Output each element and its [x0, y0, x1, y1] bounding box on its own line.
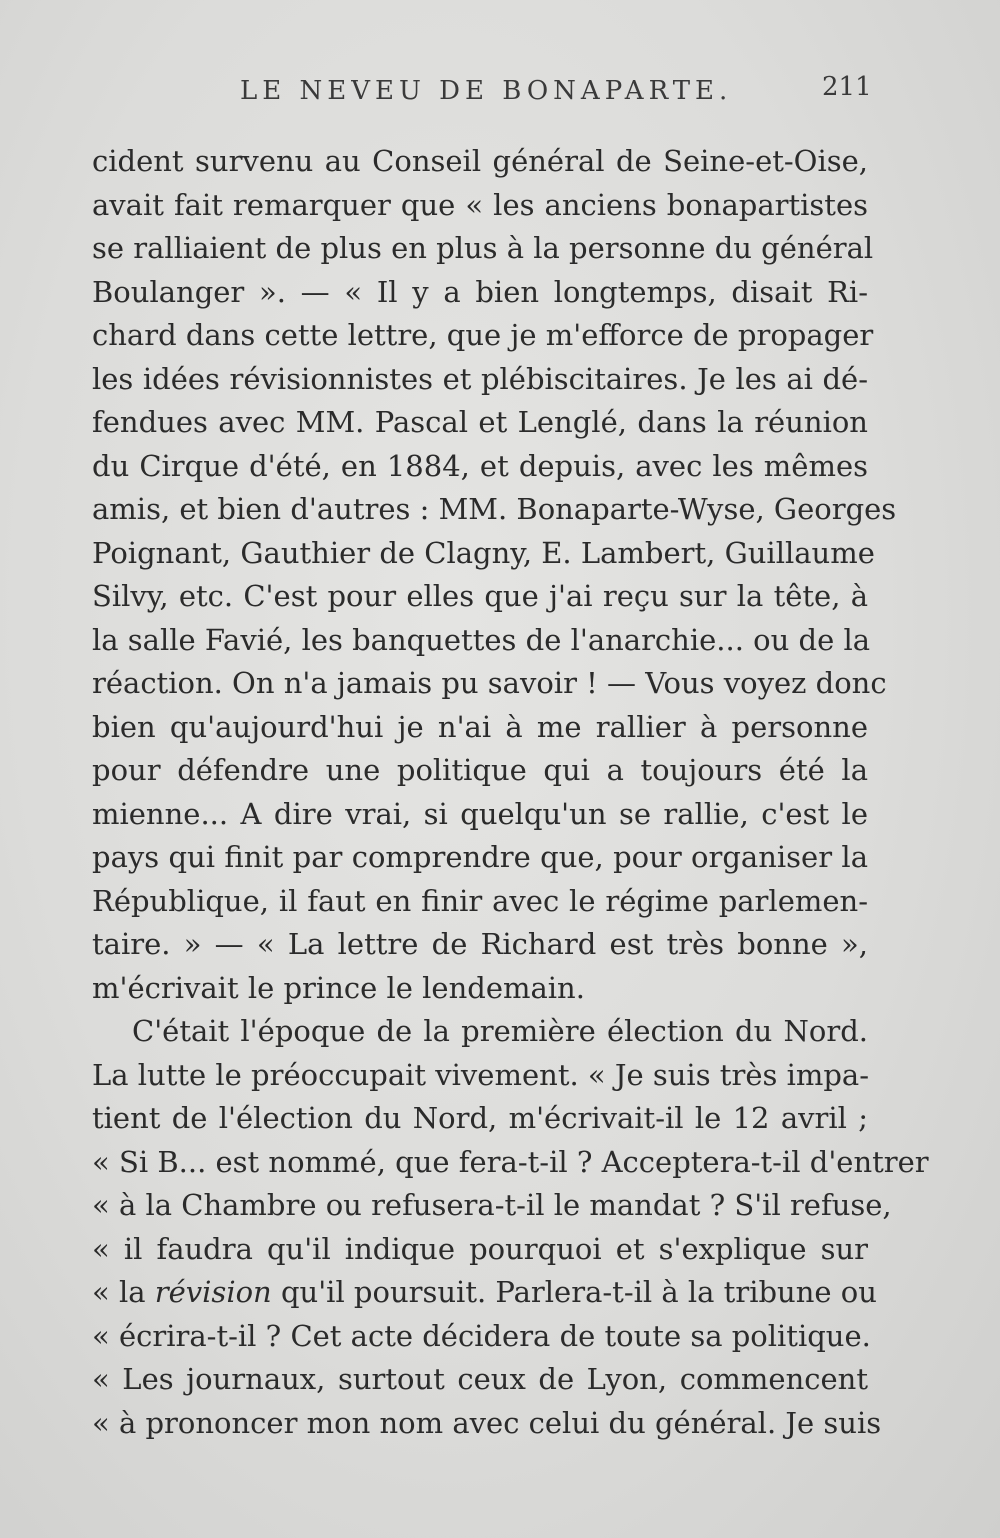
text-line: La lutte le préoccupait vivement. « Je suis très impa- — [92, 1057, 870, 1092]
page-number: 211 — [822, 72, 872, 102]
text-line: la salle Favié, les banquettes de l'anarchie... ou de la — [92, 622, 871, 657]
text-line: m'écrivait le prince le lendemain. — [92, 970, 585, 1005]
text-line: pour défendre une politique qui a toujours été la — [92, 753, 868, 787]
italic-word: révision — [154, 1275, 272, 1309]
text-line: « écrira-t-il ? Cet acte décidera de toute sa politique. — [92, 1318, 871, 1353]
text-line: taire. » — « La lettre de Richard est très bonne », — [92, 927, 868, 961]
text-line: Boulanger ». — « Il y a bien longtemps, disait Ri- — [92, 274, 868, 309]
text-line: mienne... A dire vrai, si quelqu'un se rallie, c'est le — [92, 796, 868, 831]
text-line: se ralliaient de plus en plus à la personne du général — [92, 231, 874, 265]
text-line: amis, et bien d'autres : MM. Bonaparte-Wyse, Georges — [92, 492, 897, 526]
text-line: Poignant, Gauthier de Clagny, E. Lambert, Guillaume — [92, 535, 875, 570]
text-line: République, il faut en finir avec le régime parlemen- — [92, 883, 868, 918]
text-line: Silvy, etc. C'est pour elles que j'ai reçu sur la tête, à — [92, 579, 868, 613]
text-segment: qu'il poursuit. Parlera-t-il à la tribune ou — [271, 1275, 877, 1309]
text-line: tient de l'élection du Nord, m'écrivait-il le 12 avril ; — [92, 1101, 868, 1135]
text-line: pays qui finit par comprendre que, pour organiser la — [92, 840, 868, 874]
text-line: chard dans cette lettre, que je m'efforce de propager — [92, 318, 874, 352]
body-text — [92, 140, 929, 1445]
text-line: « Si B... est nommé, que fera-t-il ? Acceptera-t-il d'entrer — [92, 1144, 929, 1179]
text-line-revision — [92, 1271, 877, 1315]
text-segment: « la — [92, 1275, 155, 1309]
running-head: LE NEVEU DE BONAPARTE. — [240, 76, 733, 106]
text-line: du Cirque d'été, en 1884, et depuis, avec les mêmes — [92, 448, 868, 483]
text-line: les idées révisionnistes et plébiscitaires. Je les ai dé- — [92, 361, 868, 396]
text-line: « à prononcer mon nom avec celui du général. Je suis — [92, 1405, 882, 1440]
text-line: fendues avec MM. Pascal et Lenglé, dans la réunion — [92, 405, 868, 439]
text-line: cident survenu au Conseil général de Seine-et-Oise, — [92, 144, 868, 178]
text-line: C'était l'époque de la première élection du Nord. — [132, 1014, 868, 1048]
text-line: bien qu'aujourd'hui je n'ai à me rallier à personne — [92, 709, 868, 744]
text-line: réaction. On n'a jamais pu savoir ! — Vous voyez donc — [92, 666, 887, 700]
text-line: « il faudra qu'il indique pourquoi et s'explique sur — [92, 1231, 868, 1266]
text-line: avait fait remarquer que « les anciens bonapartistes — [92, 187, 868, 222]
text-line: « à la Chambre ou refusera-t-il le mandat ? S'il refuse, — [92, 1188, 892, 1222]
text-line: « Les journaux, surtout ceux de Lyon, commencent — [92, 1362, 868, 1396]
